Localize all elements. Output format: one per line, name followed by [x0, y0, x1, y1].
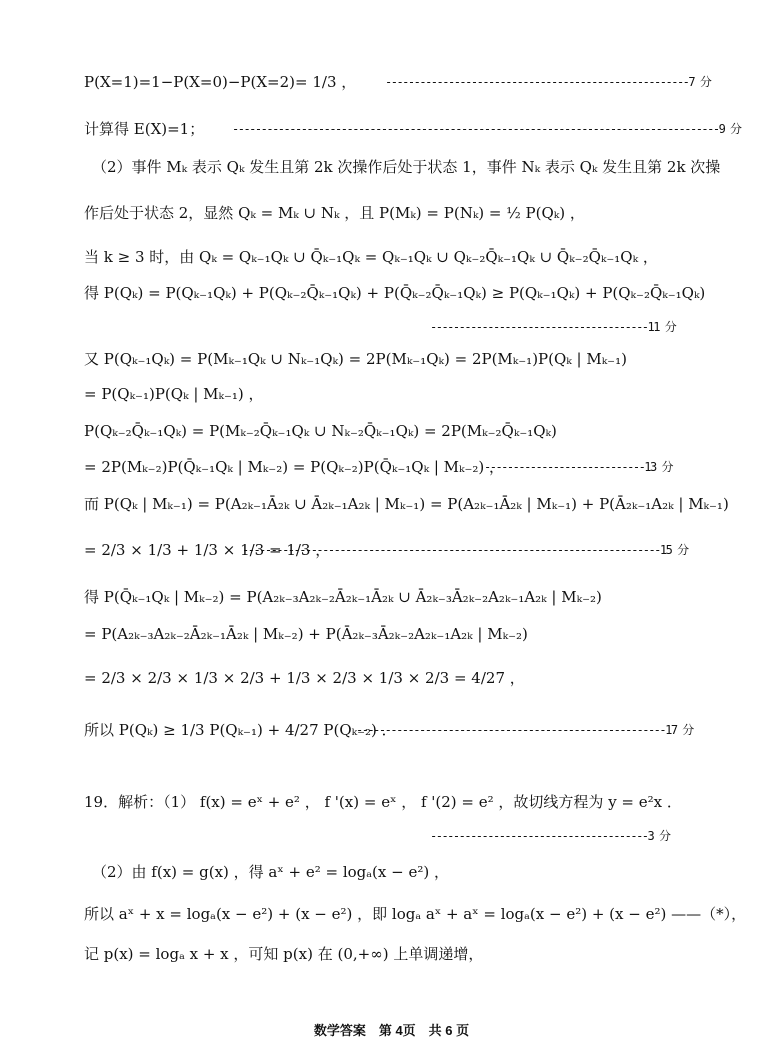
- line-15: = 2/3 × 2/3 × 1/3 × 2/3 + 1/3 × 2/3 × 1/3 × 2/3 = 4/27 ，: [84, 669, 525, 687]
- line-7: 又 P(Qₖ₋₁Qₖ) = P(Mₖ₋₁Qₖ ∪ Nₖ₋₁Qₖ) = 2P(Mₖ₋₁Qₖ) = 2P(Mₖ₋₁)P(Qₖ | Mₖ₋₁): [84, 350, 627, 368]
- line-1: 计算得 E(X)=1；: [84, 120, 205, 138]
- dash-12: -------------------------------------------------------------------------15 分: [242, 543, 688, 557]
- dash-0: -----------------------------------------------------7 分: [385, 75, 711, 89]
- line-10: = 2P(Mₖ₋₂)P(Q̄ₖ₋₁Qₖ | Mₖ₋₂) = P(Qₖ₋₂)P(Q̄ₖ₋₁Qₖ | Mₖ₋₂) ，: [84, 458, 505, 476]
- dash-10: ----------------------------13 分: [484, 460, 672, 474]
- line-9: P(Qₖ₋₂Q̄ₖ₋₁Qₖ) = P(Mₖ₋₂Q̄ₖ₋₁Qₖ ∪ Nₖ₋₂Q̄ₖ₋₁Qₖ) = 2P(Mₖ₋₂Q̄ₖ₋₁Qₖ): [84, 422, 557, 440]
- line-2: （2）事件 Mₖ 表示 Qₖ 发生且第 2k 次操作后处于状态 1，事件 Nₖ 表示 Qₖ 发生且第 2k 次操: [92, 158, 721, 176]
- dash-18: --------------------------------------3 分: [430, 829, 670, 843]
- page-footer: 数学答案 第 4页 共 6 页: [313, 1023, 470, 1038]
- line-0: P(X=1)=1−P(X=0)−P(X=2)= 1/3 ，: [84, 73, 357, 91]
- line-21: 记 p(x) = logₐ x + x ，可知 p(x) 在 (0,+∞) 上单调递增，: [84, 945, 484, 963]
- line-5: 得 P(Qₖ) = P(Qₖ₋₁Qₖ) + P(Qₖ₋₂Q̄ₖ₋₁Qₖ) + P(Q̄ₖ₋₂Q̄ₖ₋₁Qₖ) ≥ P(Qₖ₋₁Qₖ) + P(Qₖ₋₂Q̄ₖ₋₁Qₖ): [84, 284, 706, 302]
- dash-16: ------------------------------------------------------17 分: [356, 723, 693, 737]
- line-4: 当 k ≥ 3 时，由 Qₖ = Qₖ₋₁Qₖ ∪ Q̄ₖ₋₁Qₖ = Qₖ₋₁Qₖ ∪ Qₖ₋₂Q̄ₖ₋₁Qₖ ∪ Q̄ₖ₋₂Q̄ₖ₋₁Qₖ ，: [84, 248, 658, 266]
- line-8: = P(Qₖ₋₁)P(Qₖ | Mₖ₋₁) ，: [84, 385, 264, 403]
- line-13: 得 P(Q̄ₖ₋₁Qₖ | Mₖ₋₂) = P(A₂ₖ₋₃A₂ₖ₋₂Ā₂ₖ₋₁Ā₂ₖ ∪ Ā₂ₖ₋₃Ā₂ₖ₋₂A₂ₖ₋₁A₂ₖ | Mₖ₋₂): [84, 588, 602, 606]
- line-16: 所以 P(Qₖ) ≥ 1/3 P(Qₖ₋₁) + 4/27 P(Qₖ₋₂) ．: [84, 721, 397, 739]
- line-12: = 2/3 × 1/3 + 1/3 × 1/3 = 1/3 ，: [84, 541, 331, 559]
- line-20: 所以 aˣ + x = logₐ(x − e²) + (x − e²) ，即 logₐ aˣ + aˣ = logₐ(x − e²) + (x − e²) ——（*），: [84, 905, 747, 923]
- line-11: 而 P(Qₖ | Mₖ₋₁) = P(A₂ₖ₋₁Ā₂ₖ ∪ Ā₂ₖ₋₁A₂ₖ | Mₖ₋₁) = P(A₂ₖ₋₁Ā₂ₖ | Mₖ₋₁) + P(Ā₂ₖ₋₁A₂ₖ | Mₖ₋₁): [84, 495, 729, 513]
- line-14: = P(A₂ₖ₋₃A₂ₖ₋₂Ā₂ₖ₋₁Ā₂ₖ | Mₖ₋₂) + P(Ā₂ₖ₋₃Ā₂ₖ₋₂A₂ₖ₋₁A₂ₖ | Mₖ₋₂): [84, 625, 528, 643]
- dash-6: --------------------------------------11 分: [430, 320, 676, 334]
- line-19: （2）由 f(x) = g(x) ，得 aˣ + e² = logₐ(x − e²) ，: [92, 863, 449, 881]
- dash-1: -------------------------------------------------------------------------------------9 分: [232, 122, 741, 136]
- line-17: 19．解析：（1） f(x) = eˣ + e² ， f '(x) = eˣ ， f '(2) = e² ，故切线方程为 y = e²x ．: [84, 793, 682, 811]
- line-3: 作后处于状态 2，显然 Qₖ = Mₖ ∪ Nₖ ，且 P(Mₖ) = P(Nₖ) = ½ P(Qₖ) ，: [84, 204, 585, 222]
